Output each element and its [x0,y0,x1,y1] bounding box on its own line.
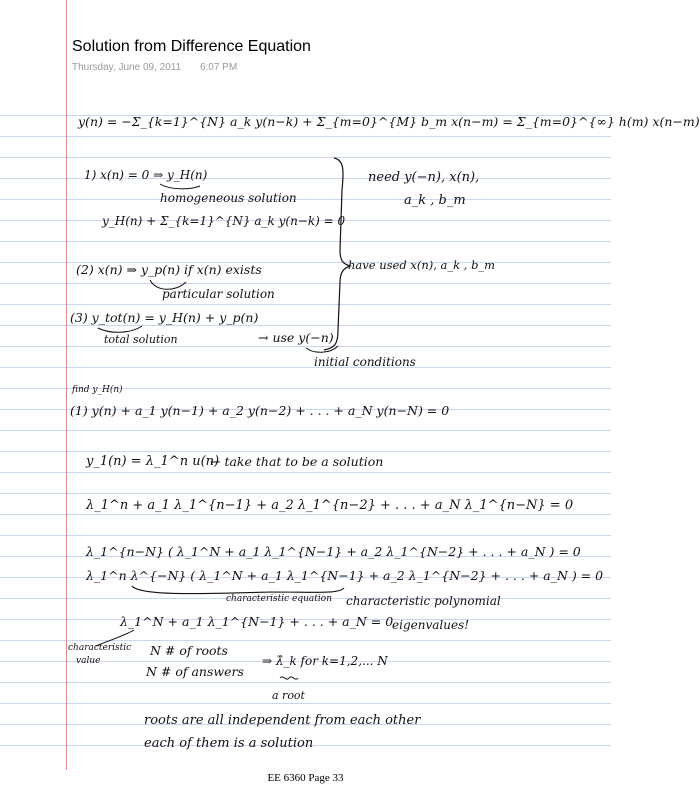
characteristic-polynomial-label: characteristic polynomial [346,594,501,608]
char-value-arrow [96,630,134,646]
find-label: find y_H(n) [72,385,123,395]
roots-text: N # of roots [150,643,228,658]
homogeneous-label: homogeneous solution [160,191,297,205]
char-eq-brace [132,586,344,594]
have-used-text: have used x(n), a_k , b_m [348,258,496,272]
lambda-k-text: ⇒ λ̂_k for k=1,2,... N [262,654,388,668]
total-label: total solution [104,333,178,346]
each-solution-text: each of them is a solution [144,736,314,751]
particular-underline [150,280,186,289]
characteristic-equation: λ_1^N + a_1 λ_1^{N−1} + . . . + a_N = 0 [120,614,394,629]
equation-lambda-3: λ_1^n λ^{−N} ( λ_1^N + a_1 λ_1^{N−1} + a_2 λ_1^{N−2} + . . . + a_N ) = 0 [86,568,604,583]
equation-lambda-2: λ_1^{n−N} ( λ_1^N + a_1 λ_1^{N−1} + a_2 λ_1^{N−2} + . . . + a_N ) = 0 [86,544,581,559]
particular-label: particular solution [162,287,275,301]
characteristic-value-label: characteristic [68,643,132,653]
equation-y1: y_1(n) = λ_1^n u(n) [86,454,220,469]
equation-lambda-1: λ_1^n + a_1 λ_1^{n−1} + a_2 λ_1^{n−2} + . . . + a_N λ_1^{n−N} = 0 [86,498,574,513]
page-date: Thursday, June 09, 2011 [72,62,182,73]
a-root-squiggle [280,677,298,679]
characteristic-equation-label: characteristic equation [226,594,333,604]
right-brace [324,158,350,350]
characteristic-value-label-2: value [76,656,101,666]
initial-conditions: initial conditions [314,355,416,369]
eigenvalues-label: eigenvalues! [392,618,470,632]
homogeneous-equation: y_H(n) + Σ_{k=1}^{N} a_k y(n−k) = 0 [102,214,346,228]
need-text: need y(−n), x(n), [368,170,480,185]
main-equation: y(n) = −Σ_{k=1}^{N} a_k y(n−k) + Σ_{m=0}^{M} b_m x(n−m) = Σ_{m=0}^{∞} h(m) x(n−m) [78,114,700,129]
equation-1: (1) y(n) + a_1 y(n−1) + a_2 y(n−2) + . . . + a_N y(n−N) = 0 [70,403,450,418]
page-title: Solution from Difference Equation [72,38,311,55]
step1-text: 1) x(n) = 0 ⇒ y_H(n) [84,168,208,182]
a-root-label: a root [272,689,305,702]
step2-text: (2) x(n) ⇒ y_p(n) if x(n) exists [76,262,262,277]
use-text: → use y(−n) [258,330,334,345]
roots-independent-text: roots are all independent from each other [144,713,421,728]
total-underline [98,326,142,332]
step3-text: (3) y_tot(n) = y_H(n) + y_p(n) [70,310,259,325]
answers-text: N # of answers [146,664,244,679]
need-text-2: a_k , b_m [404,193,466,208]
page-time: 6:07 PM [199,62,238,73]
take-solution-text: ← take that to be a solution [210,454,384,469]
page-number: EE 6360 Page 33 [267,772,344,784]
homogeneous-underline [160,184,200,189]
